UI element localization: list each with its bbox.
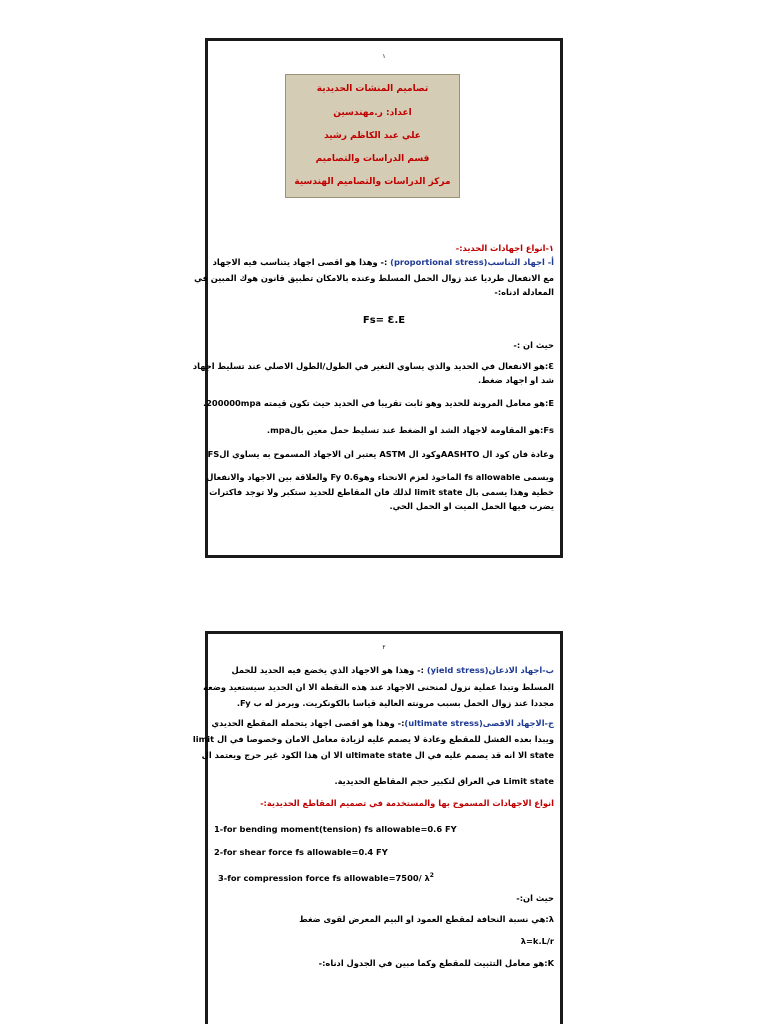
- text-line: مع الانفعال طرديا عند زوال الحمل المسلط وعنده بالامكان تطبيق قانون هوك المبين في: [194, 273, 554, 283]
- prop-term: (proportional stress): [390, 257, 488, 267]
- author-name: علي عبد الكاظم رشيد: [324, 131, 421, 141]
- department-name: قسم الدراسات والتصاميم: [315, 154, 430, 164]
- list-item-text: 3-for compression force fs allowable=7500/ λ: [218, 872, 430, 883]
- list-item: 1-for bending moment(tension) fs allowable=0.6 FY: [214, 824, 457, 834]
- allowable-line: يضرب فيها الحمل الميت او الحمل الحي.: [389, 501, 554, 511]
- proportional-stress-line: [214, 257, 554, 268]
- text-line: مجددا عند زوال الحمل بسبب مرونته العالية قياسا بالكونكريت. ويرمز له ب Fy.: [236, 698, 554, 708]
- page-number: ٢: [382, 644, 386, 651]
- page-number: ١: [382, 53, 386, 60]
- lambda-formula: λ=k.L/r: [520, 936, 554, 946]
- text-line: Limit state في العراق لتكبير حجم المقاطع الحديدية.: [334, 776, 554, 786]
- allowable-line: خطية وهذا يسمى بال limit state لذلك فان المقاطع للحديد ستكبر ولا توجد فاكترات: [209, 487, 554, 497]
- list-item: [218, 870, 554, 884]
- hooke-formula: Fs= Ɛ.E: [362, 315, 406, 326]
- author-label: اعداد: ر.مهندسين: [333, 108, 412, 118]
- text-line: state الا انه قد يصمم عليه في ال ultimate state الا ان هذا الكود غير حرج ويعتمد ال: [201, 750, 554, 760]
- list-item: 2-for shear force fs allowable=0.4 FY: [214, 847, 388, 857]
- yield-prefix: ب-اجهاد الاذعان: [488, 665, 554, 675]
- text-line: ويبدا بعده الفشل للمقطع وعادة لا يصمم عليه لزيادة معامل الامان وخصوصا في ال limit: [192, 734, 554, 744]
- allowable-stresses-heading: انواع الاجهادات المسموح بها والمستخدمة في تصميم المقاطع الحديدية:-: [260, 798, 554, 808]
- epsilon-definition-cont: شد او اجهاد ضغط.: [477, 375, 554, 385]
- document-page-2: [192, 631, 563, 1024]
- yield-stress-line: [214, 665, 554, 676]
- document-page-1: [192, 38, 563, 558]
- modulus-definition: E:هو معامل المرونة للحديد وهو ثابت تقريبا في الحديد حيث تكون قيمته 200000mpa.: [203, 398, 554, 408]
- lambda-definition: λ:هي نسبة النحافة لمقطع العمود او البيم المعرض لقوى ضغط: [299, 914, 554, 924]
- fs-definition: Fs:هو المقاومة لاجهاد الشد او الضغط عند تسليط حمل معين بالmpa.: [266, 425, 554, 435]
- where-label: حيث ان:-: [516, 893, 554, 903]
- prop-prefix: أ- اجهاد التناسب: [487, 257, 554, 267]
- title-line: تصاميم المنشات الحديدية: [316, 84, 429, 94]
- allowable-line: ويسمى fs allowable الماخوذ لعزم الانحناء وهو0.6 Fy والعلاقة بين الاجهاد والانفعال: [206, 472, 554, 482]
- epsilon-definition: Ɛ:هو الانفعال في الحديد والذي يساوي التغير في الطول/الطول الاصلي عند تسليط اجهاد: [192, 361, 554, 371]
- prop-rest: :- وهذا هو اقصى اجهاد يتناسب فيه الاجهاد: [212, 257, 391, 267]
- where-label: حيث ان :-: [513, 340, 554, 350]
- ult-term: (ultimate stress): [404, 718, 483, 728]
- k-definition: K:هو معامل التثبيت للمقطع وكما مبين في الجدول ادناه:-: [318, 958, 554, 968]
- text-line: المعادلة ادناه:-: [494, 287, 554, 297]
- center-name: مركز الدراسات والتصاميم الهندسية: [294, 177, 451, 187]
- ultimate-stress-line: [211, 718, 554, 729]
- section-heading: ١-انواع اجهادات الحديد:-: [455, 243, 554, 253]
- text-line: المسلط وتبدا عملية نزول لمنحنى الاجهاد عند هذه النقطة الا ان الحديد سيستعيد وضعه: [203, 682, 554, 692]
- ult-rest: :- وهذا هو اقصى اجهاد يتحمله المقطع الحديدي: [211, 718, 405, 728]
- title-box: [285, 74, 460, 198]
- code-line: وعادة فان كود ال AASHTOوكود ال ASTM يعتبر ان الاجهاد المسموح به يساوي الFS: [207, 449, 554, 459]
- yield-rest: :- وهذا هو الاجهاد الذي يخضع فيه الحديد للحمل: [231, 665, 427, 675]
- exponent: 2: [429, 872, 434, 879]
- yield-term: (yield stress): [426, 665, 489, 675]
- ult-prefix: ج-الاجهاد الاقصى: [482, 718, 554, 728]
